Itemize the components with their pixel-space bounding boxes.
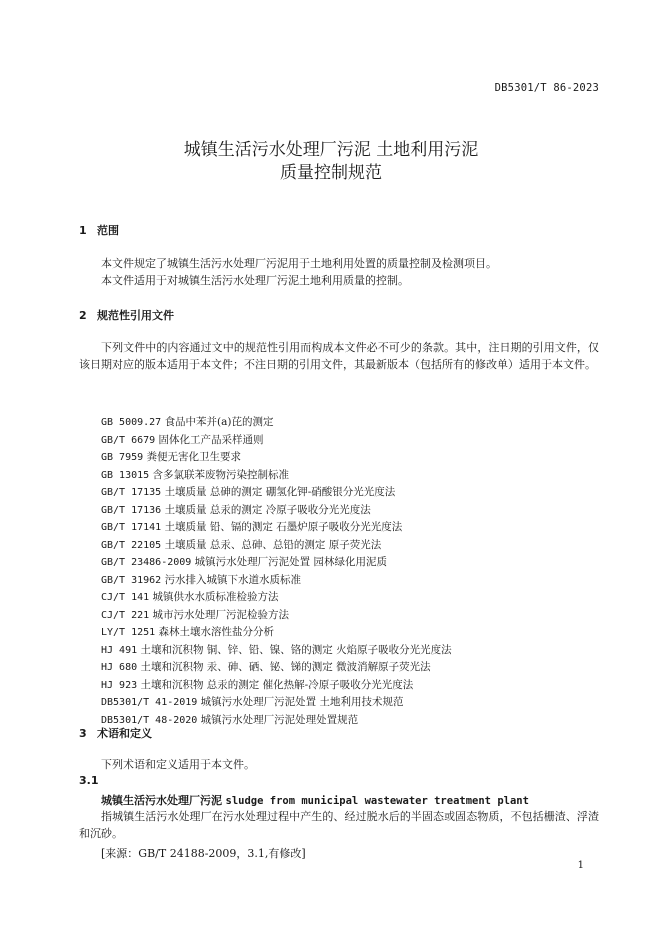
document-code: DB5301/T 86-2023	[494, 82, 599, 94]
term-number: 3.1	[79, 774, 99, 787]
reference-list	[101, 414, 452, 729]
section-title: 范围	[97, 224, 119, 237]
term-definition: 指城镇生活污水处理厂在污水处理过程中产生的、经过脱水后的半固态或固态物质，不包括栅渣、浮渣和沉砂。	[79, 810, 599, 840]
reference-item: GB 13015 含多氯联苯废物污染控制标准	[101, 468, 290, 481]
term-heading	[101, 792, 529, 808]
section-3-intro: 下列术语和定义适用于本文件。	[101, 758, 255, 771]
reference-item: GB 5009.27 食品中苯并(a)芘的测定	[101, 416, 274, 428]
section-3-heading	[79, 725, 152, 741]
reference-item: DB5301/T 41-2019 城镇污水处理厂污泥处置 土地利用技术规范	[101, 696, 404, 708]
document-title	[0, 139, 662, 185]
reference-item: GB/T 17136 土壤质量 总汞的测定 冷原子吸收分光光度法	[101, 503, 371, 516]
section-title: 规范性引用文件	[97, 309, 174, 322]
reference-item: LY/T 1251 森林土壤水溶性盐分分析	[101, 626, 275, 638]
reference-item: GB/T 6679 固体化工产品采样通则	[101, 433, 264, 446]
title-line-1: 城镇生活污水处理厂污泥 土地利用污泥	[183, 140, 479, 160]
section-number: 3	[79, 727, 87, 740]
reference-item: GB/T 17135 土壤质量 总砷的测定 硼氢化钾-硝酸银分光光度法	[101, 486, 396, 498]
reference-item: HJ 923 土壤和沉积物 总汞的测定 催化热解-冷原子吸收分光光度法	[101, 678, 414, 691]
section-number: 1	[79, 224, 87, 237]
section-1-heading	[79, 222, 119, 238]
section-2-intro: 下列文件中的内容通过文中的规范性引用而构成本文件必不可少的条款。其中，注日期的引用文件，仅该日期对应的版本适用于本文件；不注日期的引用文件，其最新版本（包括所有的修改单）适用于本文件。	[79, 341, 599, 371]
section-number: 2	[79, 309, 87, 322]
reference-item: CJ/T 141 城镇供水水质标准检验方法	[101, 591, 279, 603]
term-english: sludge from municipal wastewater treatment plant	[225, 795, 529, 807]
reference-item: GB 7959 粪便无害化卫生要求	[101, 451, 241, 463]
reference-item: GB/T 23486-2009 城镇污水处理厂污泥处置 园林绿化用泥质	[101, 556, 387, 568]
reference-item: GB/T 17141 土壤质量 铅、镉的测定 石墨炉原子吸收分光光度法	[101, 521, 403, 533]
title-line-2: 质量控制规范	[280, 163, 382, 183]
section-title: 术语和定义	[97, 727, 152, 740]
section-1-paragraph-2: 本文件适用于对城镇生活污水处理厂污泥土地利用质量的控制。	[101, 274, 409, 287]
term-source: [来源：GB/T 24188-2009，3.1,有修改]	[101, 847, 306, 860]
reference-item: CJ/T 221 城市污水处理厂污泥检验方法	[101, 608, 290, 621]
term-chinese: 城镇生活污水处理厂污泥	[101, 794, 222, 807]
reference-item: DB5301/T 48-2020 城镇污水处理厂污泥处理处置规范	[101, 713, 359, 726]
reference-item: GB/T 22105 土壤质量 总汞、总砷、总铅的测定 原子荧光法	[101, 538, 382, 551]
reference-item: HJ 680 土壤和沉积物 汞、砷、硒、铋、锑的测定 微波消解原子荧光法	[101, 661, 431, 673]
reference-item: GB/T 31962 污水排入城镇下水道水质标准	[101, 573, 302, 586]
reference-item: HJ 491 土壤和沉积物 铜、锌、铅、镍、铬的测定 火焰原子吸收分光光度法	[101, 643, 452, 656]
section-1-paragraph-1: 本文件规定了城镇生活污水处理厂污泥用于土地利用处置的质量控制及检测项目。	[101, 257, 497, 270]
page-number: 1	[577, 860, 584, 871]
section-2-heading	[79, 307, 174, 323]
